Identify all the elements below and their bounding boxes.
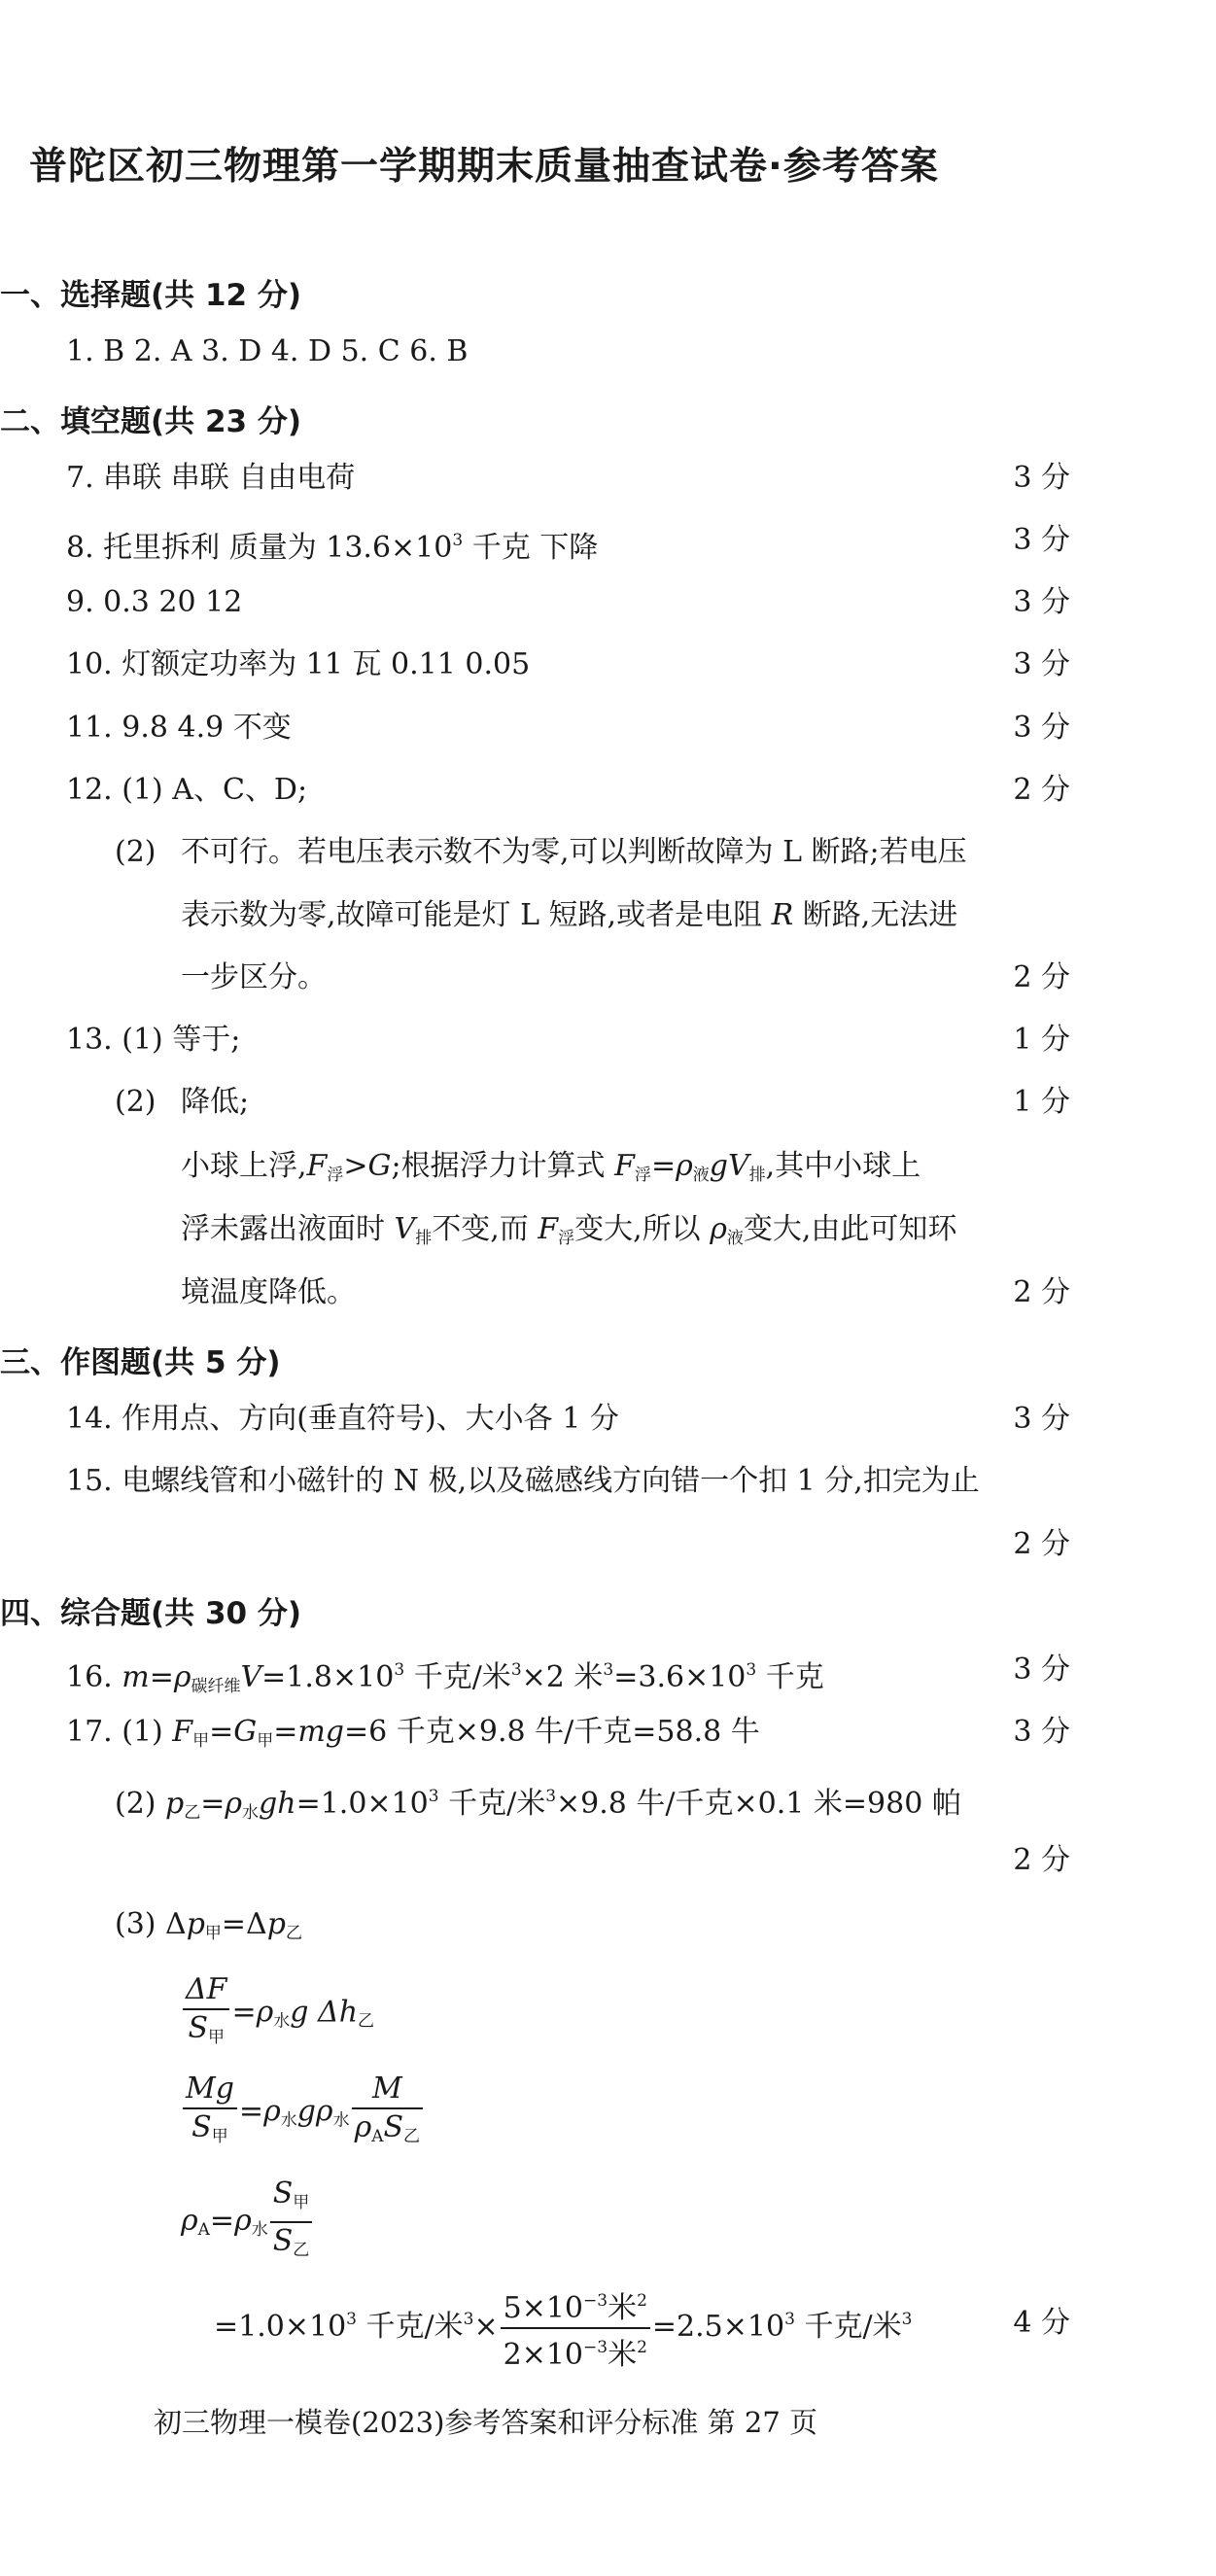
- answer-12-2-line1: 不可行。若电压表示数不为零,可以判断故障为 L 断路;若电压: [181, 835, 967, 869]
- answer-12-2-label: (2): [115, 835, 156, 869]
- score-14: 3 分: [1013, 1402, 1070, 1436]
- score-17-3: 4 分: [1013, 2306, 1070, 2340]
- score-15: 2 分: [1013, 1527, 1070, 1561]
- answer-13-2-label: (2): [115, 1085, 156, 1119]
- fraction: $\frac{M}{\rho_AS_乙}$: [352, 2071, 423, 2155]
- score-12-2: 2 分: [1013, 960, 1070, 994]
- answer-12-2-line2: 表示数为零,故障可能是灯 L 短路,或者是电阻 R 断路,无法进: [181, 898, 958, 932]
- answer-15: 15. 电螺线管和小磁针的 N 极,以及磁感线方向错一个扣 1 分,扣完为止: [66, 1464, 980, 1498]
- score-7: 3 分: [1013, 461, 1070, 495]
- score-17-2: 2 分: [1013, 1843, 1070, 1877]
- answer-8: 8. 托里拆利 质量为 $13.6\times 10^3$ 千克 下降: [66, 531, 599, 565]
- formula-step-2: $\frac{\Delta F}{S_甲}$ $=\rho_水g$ $\Delta h_乙$: [181, 1971, 374, 2056]
- formula-step-3: $\frac{Mg}{S_甲}$ $=\rho_水g\rho_水$ $\frac{M}{\rho_AS_乙}$: [181, 2071, 425, 2155]
- section-heading-drawing: 三、作图题(共 5 分): [0, 1345, 281, 1380]
- formula-step-4: $\rho_A=\rho_水$ $\frac{S_甲}{S_乙}$: [181, 2176, 314, 2269]
- score-12-1: 2 分: [1013, 773, 1070, 807]
- answers-1-6: 1. B 2. A 3. D 4. D 5. C 6. B: [66, 334, 469, 368]
- score-8: 3 分: [1013, 523, 1070, 557]
- fraction: $\frac{Mg}{S_甲}$: [183, 2071, 237, 2155]
- answer-13-1: 13. (1) 等于;: [66, 1023, 241, 1057]
- fraction: $\frac{5\times 10^{-3}米^2}{2\times 10^{-3}米^2}$: [501, 2282, 650, 2374]
- score-13-2b: 2 分: [1013, 1275, 1070, 1309]
- answer-14: 14. 作用点、方向(垂直符号)、大小各 1 分: [66, 1402, 619, 1436]
- score-16: 3 分: [1013, 1653, 1070, 1687]
- answer-17-2: (2) $p_乙=\rho_水gh=1.0\times 10^3$ 千克/米$^3$×9.8 牛/千克×0.1 米=980 帕: [115, 1787, 961, 1823]
- answer-17-3-line1: (3) $\Delta p_甲=\Delta p_乙$: [115, 1907, 302, 1943]
- answer-13-2-explain-line3: 境温度降低。: [181, 1275, 356, 1309]
- fraction: $\frac{\Delta F}{S_甲}$: [183, 1971, 229, 2056]
- score-11: 3 分: [1013, 711, 1070, 745]
- section-heading-choice: 一、选择题(共 12 分): [0, 278, 302, 313]
- section-heading-fill: 二、填空题(共 23 分): [0, 404, 302, 439]
- answer-7: 7. 串联 串联 自由电荷: [66, 461, 356, 495]
- score-17-1: 3 分: [1013, 1715, 1070, 1749]
- answer-12-1: 12. (1) A、C、D;: [66, 773, 308, 807]
- answer-12-2-line3: 一步区分。: [181, 960, 327, 994]
- page-footer: 初三物理一模卷(2023)参考答案和评分标准 第 27 页: [154, 2406, 817, 2439]
- fraction: $\frac{S_甲}{S_乙}$: [270, 2176, 313, 2269]
- answer-10: 10. 灯额定功率为 11 瓦 0.11 0.05: [66, 647, 531, 681]
- answer-13-2: 降低;: [181, 1085, 250, 1119]
- answer-13-2-explain-line2: 浮未露出液面时 $V_排$不变,而 $F_浮$变大,所以 $\rho_液$变大,由此可知环: [181, 1212, 957, 1248]
- answer-9: 9. 0.3 20 12: [66, 585, 243, 619]
- answer-13-2-explain-line1: 小球上浮$,F_浮>G$;根据浮力计算式 $F_浮=\rho_液gV_排$,其中小球上: [181, 1149, 921, 1185]
- answer-16: 16. $m=\rho_{碳纤维}V=1.8\times 10^3$ 千克/米$^3$×2 米$^3=3.6\times 10^3$ 千克: [66, 1660, 824, 1696]
- score-9: 3 分: [1013, 585, 1070, 619]
- answer-11: 11. 9.8 4.9 不变: [66, 711, 292, 745]
- score-13-1: 1 分: [1013, 1023, 1070, 1057]
- answer-17-1: 17. (1) $F_甲=G_甲=mg=6$ 千克×9.8 牛/千克=58.8 牛: [66, 1715, 760, 1751]
- formula-step-5: $=1.0\times 10^3$ 千克/米$^3$× $\frac{5\times 10^{-3}米^2}{2\times 10^{-3}米^2}$ $=2.5\times 10^3$ 千克/米$^3$: [214, 2282, 912, 2374]
- section-heading-comprehensive: 四、综合题(共 30 分): [0, 1596, 302, 1631]
- score-10: 3 分: [1013, 647, 1070, 681]
- score-13-2a: 1 分: [1013, 1085, 1070, 1119]
- page-title: 普陀区初三物理第一学期期末质量抽查试卷·参考答案: [29, 145, 939, 189]
